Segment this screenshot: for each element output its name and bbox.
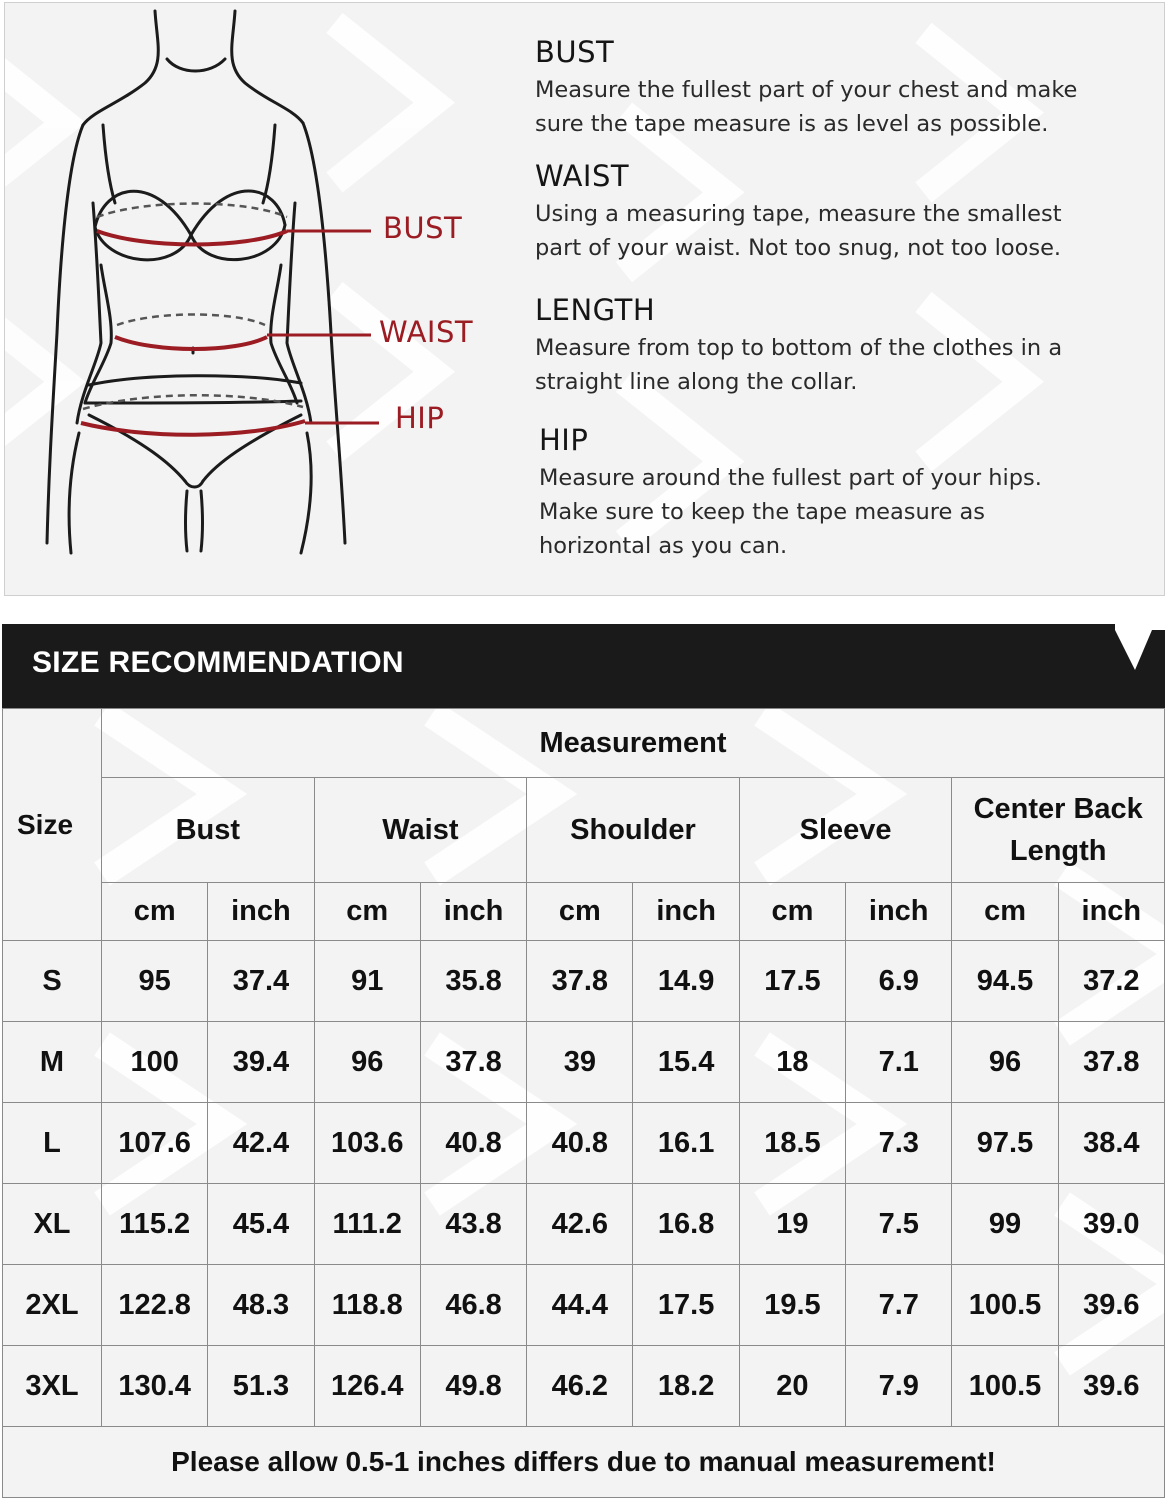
table-cell: 40.8 xyxy=(527,1103,633,1184)
table-cell: 16.8 xyxy=(633,1184,739,1265)
size-cell: XL xyxy=(3,1184,102,1265)
table-cell: 118.8 xyxy=(314,1265,420,1346)
waist-title: WAIST xyxy=(535,159,630,193)
size-cell: 3XL xyxy=(3,1346,102,1427)
table-cell: 18 xyxy=(739,1022,845,1103)
waist-text-line: part of your waist. Not too snug, not too loose. xyxy=(535,235,1062,261)
table-cell: 99 xyxy=(952,1184,1058,1265)
table-cell: 39.6 xyxy=(1058,1346,1164,1427)
table-cell: 43.8 xyxy=(420,1184,526,1265)
length-title: LENGTH xyxy=(535,293,656,327)
table-cell: 94.5 xyxy=(952,941,1058,1022)
table-cell: 48.3 xyxy=(208,1265,314,1346)
waist-text-line: Using a measuring tape, measure the smallest xyxy=(535,201,1062,227)
table-cell: 7.1 xyxy=(846,1022,952,1103)
table-cell: 7.5 xyxy=(846,1184,952,1265)
table-cell: 14.9 xyxy=(633,941,739,1022)
table-cell: 37.2 xyxy=(1058,941,1164,1022)
table-cell: 103.6 xyxy=(314,1103,420,1184)
unit-cm: cm xyxy=(739,883,845,941)
table-cell: 46.8 xyxy=(420,1265,526,1346)
tab-notch-shape xyxy=(1015,624,1165,708)
measurement-guide-panel xyxy=(4,2,1165,596)
bust-text-line: sure the tape measure is as level as possible. xyxy=(535,111,1049,137)
unit-inch: inch xyxy=(846,883,952,941)
hip-text-line: horizontal as you can. xyxy=(539,533,788,559)
table-cell: 130.4 xyxy=(102,1346,208,1427)
table-header-row xyxy=(3,709,1165,778)
shoulder-column-header: Shoulder xyxy=(527,778,740,883)
table-cell: 17.5 xyxy=(739,941,845,1022)
bust-marker-label: BUST xyxy=(383,211,463,245)
hip-title: HIP xyxy=(539,423,589,457)
hip-instructions xyxy=(539,423,1159,563)
unit-inch: inch xyxy=(633,883,739,941)
unit-inch: inch xyxy=(420,883,526,941)
table-cell: 51.3 xyxy=(208,1346,314,1427)
size-recommendation-title: SIZE RECOMMENDATION xyxy=(32,646,404,679)
table-cell: 95 xyxy=(102,941,208,1022)
table-cell: 37.8 xyxy=(527,941,633,1022)
table-cell: 115.2 xyxy=(102,1184,208,1265)
table-cell: 39.0 xyxy=(1058,1184,1164,1265)
table-row xyxy=(3,1022,1165,1103)
size-header-bar xyxy=(2,624,1165,708)
unit-inch: inch xyxy=(1058,883,1164,941)
measurement-group-header: Measurement xyxy=(102,709,1165,778)
length-text-line: straight line along the collar. xyxy=(535,369,858,395)
table-cell: 39.4 xyxy=(208,1022,314,1103)
table-row xyxy=(3,941,1165,1022)
table-cell: 15.4 xyxy=(633,1022,739,1103)
table-row xyxy=(3,1184,1165,1265)
table-cell: 18.5 xyxy=(739,1103,845,1184)
table-row xyxy=(3,1103,1165,1184)
table-cell: 16.1 xyxy=(633,1103,739,1184)
table-cell: 39.6 xyxy=(1058,1265,1164,1346)
hip-text-line: Measure around the fullest part of your hips. xyxy=(539,465,1042,491)
measurement-note: Please allow 0.5-1 inches differs due to manual measurement! xyxy=(3,1427,1165,1498)
table-cell: 17.5 xyxy=(633,1265,739,1346)
table-cell: 38.4 xyxy=(1058,1103,1164,1184)
unit-header-row xyxy=(3,883,1165,941)
table-cell: 100.5 xyxy=(952,1346,1058,1427)
table-cell: 19.5 xyxy=(739,1265,845,1346)
sleeve-column-header: Sleeve xyxy=(739,778,952,883)
table-cell: 122.8 xyxy=(102,1265,208,1346)
table-cell: 6.9 xyxy=(846,941,952,1022)
table-cell: 91 xyxy=(314,941,420,1022)
size-table xyxy=(2,708,1165,1498)
unit-cm: cm xyxy=(527,883,633,941)
table-note-row xyxy=(3,1427,1165,1498)
table-cell: 19 xyxy=(739,1184,845,1265)
table-cell: 126.4 xyxy=(314,1346,420,1427)
bust-text-line: Measure the fullest part of your chest and make xyxy=(535,77,1078,103)
unit-cm: cm xyxy=(314,883,420,941)
table-cell: 46.2 xyxy=(527,1346,633,1427)
table-cell: 107.6 xyxy=(102,1103,208,1184)
hip-text-line: Make sure to keep the tape measure as xyxy=(539,499,986,525)
unit-cm: cm xyxy=(952,883,1058,941)
table-cell: 96 xyxy=(952,1022,1058,1103)
table-cell: 37.8 xyxy=(1058,1022,1164,1103)
table-cell: 7.9 xyxy=(846,1346,952,1427)
hip-marker-label: HIP xyxy=(395,401,445,435)
column-header-row xyxy=(3,778,1165,883)
size-cell: S xyxy=(3,941,102,1022)
bust-title: BUST xyxy=(535,35,615,69)
table-cell: 100.5 xyxy=(952,1265,1058,1346)
table-cell: 42.4 xyxy=(208,1103,314,1184)
table-cell: 7.7 xyxy=(846,1265,952,1346)
table-cell: 18.2 xyxy=(633,1346,739,1427)
table-cell: 37.8 xyxy=(420,1022,526,1103)
size-cell: 2XL xyxy=(3,1265,102,1346)
size-recommendation-panel xyxy=(2,624,1165,1498)
waist-marker-label: WAIST xyxy=(379,315,474,349)
table-cell: 39 xyxy=(527,1022,633,1103)
table-row xyxy=(3,1265,1165,1346)
table-cell: 97.5 xyxy=(952,1103,1058,1184)
unit-inch: inch xyxy=(208,883,314,941)
table-cell: 96 xyxy=(314,1022,420,1103)
table-cell: 100 xyxy=(102,1022,208,1103)
body-outline-figure xyxy=(5,3,525,596)
table-cell: 111.2 xyxy=(314,1184,420,1265)
bust-instructions xyxy=(535,35,1155,141)
unit-cm: cm xyxy=(102,883,208,941)
size-cell: M xyxy=(3,1022,102,1103)
table-cell: 20 xyxy=(739,1346,845,1427)
table-cell: 37.4 xyxy=(208,941,314,1022)
bust-column-header: Bust xyxy=(102,778,315,883)
waist-instructions xyxy=(535,159,1155,265)
waist-column-header: Waist xyxy=(314,778,527,883)
center-back-length-column-header: Center Back Length xyxy=(952,778,1165,883)
table-cell: 42.6 xyxy=(527,1184,633,1265)
table-cell: 49.8 xyxy=(420,1346,526,1427)
table-cell: 44.4 xyxy=(527,1265,633,1346)
table-cell: 35.8 xyxy=(420,941,526,1022)
size-cell: L xyxy=(3,1103,102,1184)
size-column-header: Size xyxy=(3,709,102,941)
table-cell: 7.3 xyxy=(846,1103,952,1184)
table-cell: 40.8 xyxy=(420,1103,526,1184)
table-row xyxy=(3,1346,1165,1427)
length-text-line: Measure from top to bottom of the clothes in a xyxy=(535,335,1063,361)
length-instructions xyxy=(535,293,1155,399)
table-cell: 45.4 xyxy=(208,1184,314,1265)
